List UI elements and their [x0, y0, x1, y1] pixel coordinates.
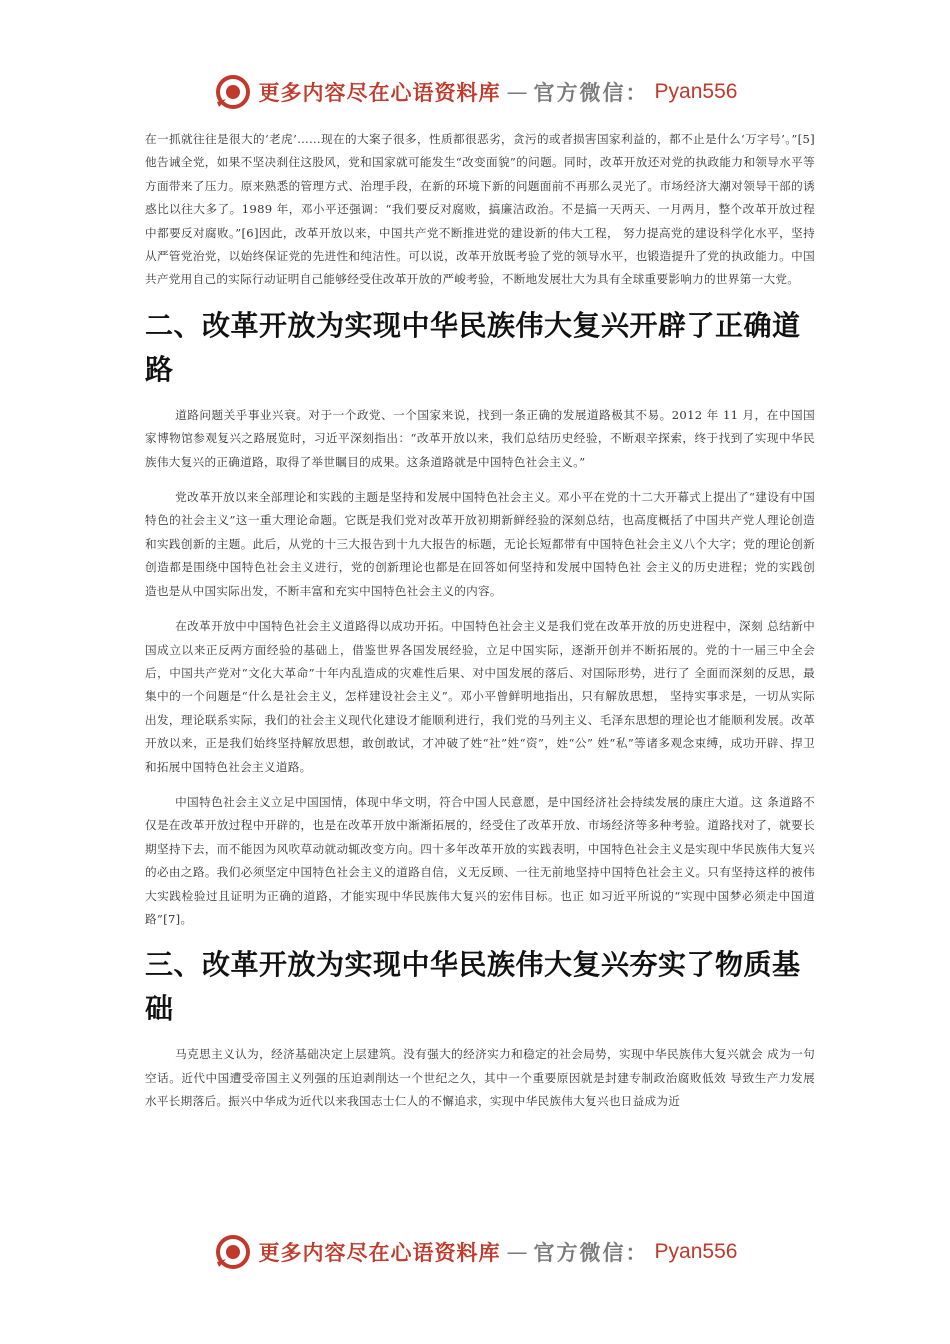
banner-separator: —: [506, 1240, 528, 1264]
banner-wechat-label: 官方微信：: [533, 81, 649, 105]
section-2-paragraph: 在改革开放中中国特色社会主义道路得以成功开拓。中国特色社会主义是我们党在改革开放的历史进程中，深刻 总结新中国成立以来正反两方面经验的基础上，借鉴世界各国发展经验，立足中国实际，逐渐开创并不断拓展的。党的十一届三中全会后，中国共产党对“文化大革命”十年内乱造成的灾难性后果、对中国发展的落后、对国际形势，进行了 全面而深刻的反思，最集中的一个问题是“什么是社会主义，怎样建设社会主义”。邓小平曾鲜明地指出，只有解放思想， 坚持实事求是，一切从实际出发，理论联系实际，我们的社会主义现代化建设才能顺利进行，我们党的马列主义、毛泽东思想的理论也才能顺利发展。改革开放以来，正是我们始终坚持解放思想，敢创敢试，才冲破了姓“社”姓“资”，姓“公” 姓“私”等诸多观念束缚，成功开辟、捍卫和拓展中国特色社会主义道路。: [145, 619, 815, 774]
footer-banner-content: [213, 1232, 738, 1272]
banner-wechat-id: Pyan556: [654, 1240, 738, 1263]
section-3-heading: 三、改革开放为实现中华民族伟大复兴夯实了物质基础: [145, 948, 801, 1026]
brand-logo-icon: [213, 72, 253, 112]
banner-separator: —: [506, 80, 528, 104]
header-banner: [0, 70, 950, 114]
banner-text: 更多内容尽在心语资料库: [258, 1241, 501, 1265]
section-2-paragraph: 中国特色社会主义立足中国国情，体现中华文明，符合中国人民意愿，是中国经济社会持续发展的康庄大道。这 条道路不仅是在改革开放过程中开辟的，也是在改革开放中渐渐拓展的，经受住了改革开放、市场经济等多种考验。道路找对了，就要长期坚持下去，而不能因为风吹草动就动辄改变方向。四十多年改革开放的实践表明，中国特色社会主义是实现中华民族伟大复兴的必由之路。我们必须坚定中国特色社会主义的道路自信，义无反顾、一往无前地坚持中国特色社会主义。只有坚持这样的被伟大实践检验过且证明为正确的道路，才能实现中华民族伟大复兴的宏伟目标。也正 如习近平所说的“实现中国梦必须走中国道路”[7]。: [145, 794, 815, 926]
brand-logo-icon: [213, 1232, 253, 1272]
banner-wechat-label: 官方微信：: [533, 1241, 649, 1265]
banner-wechat-id: Pyan556: [654, 80, 738, 103]
document-body: [145, 128, 815, 1126]
banner-text: 更多内容尽在心语资料库: [258, 81, 501, 105]
section-2-paragraph: 道路问题关乎事业兴衰。对于一个政党、一个国家来说，找到一条正确的发展道路极其不易。2012 年 11 月，在中国国家博物馆参观复兴之路展览时，习近平深刻指出：“改革开放以来，我们总结历史经验，不断艰辛探索，终于找到了实现中华民族伟大复兴的正确道路，取得了举世瞩目的成果。这条道路就是中国特色社会主义。”: [145, 407, 815, 469]
footer-banner: [0, 1230, 950, 1274]
section-2-heading: 二、改革开放为实现中华民族伟大复兴开辟了正确道路: [145, 308, 801, 386]
paragraph-intro: 在一抓就往往是很大的‘老虎’……现在的大案子很多，性质都很恶劣，贪污的或者损害国家利益的，都不止是什么‘万字号’。”[5]他告诫全党，如果不坚决刹住这股风，党和国家就可能发生“改变面貌”的问题。同时，改革开放还对党的执政能力和领导水平等方面带来了压力。原来熟悉的管理方式、治理手段，在新的环境下新的问题面前不再那么灵光了。市场经济大潮对领导干部的诱惑比以往大多了。1989 年，邓小平还强调：“我们要反对腐败，搞廉洁政治。不是搞一天两天、一月两月，整个改革开放过程中都要反对腐败。”[6]因此，改革开放以来，中国共产党不断推进党的建设新的伟大工程， 努力提高党的建设科学化水平，坚持从严管党治党，以始终保证党的先进性和纯洁性。可以说，改革开放既考验了党的领导水平，也锻造提升了党的执政能力。中国共产党用自己的实际行动证明自己能够经受住改革开放的严峻考验，不断地发展壮大为具有全球重要影响力的世界第一大党。: [145, 132, 815, 287]
section-3-paragraph: 马克思主义认为，经济基础决定上层建筑。没有强大的经济实力和稳定的社会局势，实现中华民族伟大复兴就会 成为一句空话。近代中国遭受帝国主义列强的压迫剥削达一个世纪之久，其中一个重要原因就是封建专制政治腐败低效 导致生产力发展水平长期落后。振兴中华成为近代以来我国志士仁人的不懈追求，实现中华民族伟大复兴也日益成为近: [145, 1047, 815, 1109]
header-banner-content: [213, 72, 738, 112]
section-2-paragraph: 党改革开放以来全部理论和实践的主题是坚持和发展中国特色社会主义。邓小平在党的十二大开幕式上提出了“建设有中国特色的社会主义”这一重大理论命题。它既是我们党对改革开放初期新鲜经验的深刻总结，也高度概括了中国共产党人理论创造和实践创新的主题。此后，从党的十三大报告到十九大报告的标题，无论长短都带有中国特色社会主义八个大字；党的理论创新创造都是围绕中国特色社会主义进行，党的创新理论也都是在回答如何坚持和发展中国特色社 会主义的历史进程；党的实践创造也是从中国实际出发，不断丰富和充实中国特色社会主义的内容。: [145, 490, 815, 598]
